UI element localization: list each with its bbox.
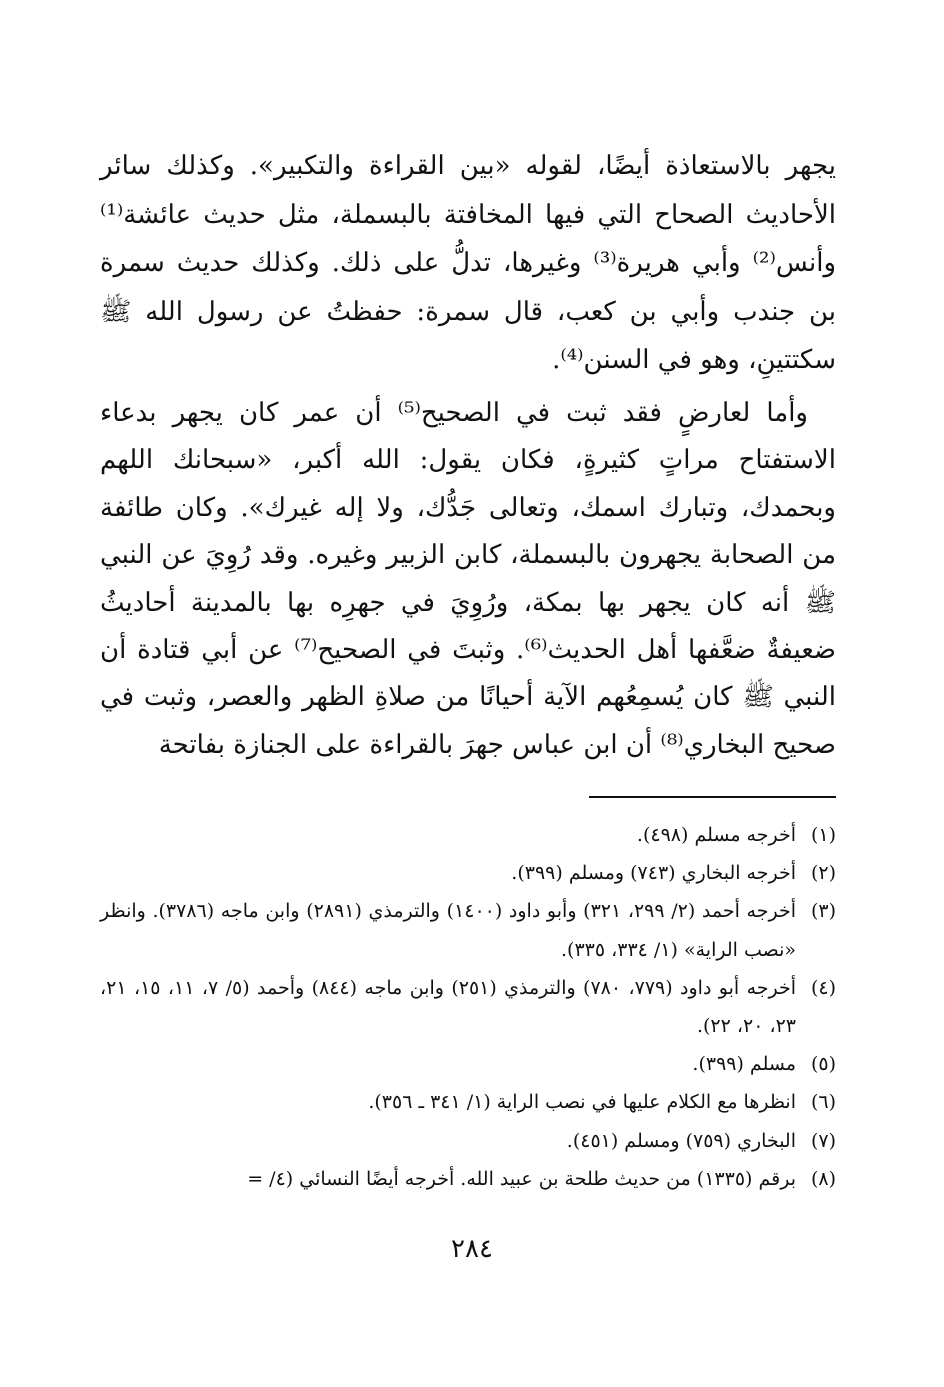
main-text-block-2 xyxy=(100,390,836,769)
footnote-number: (٤) xyxy=(810,976,836,999)
footnote-text: انظرها مع الكلام عليها في نصب الراية (١/ ٣٤١ ـ ٣٥٦). xyxy=(368,1091,796,1114)
footnote-text: أخرجه البخاري (٧٤٣) ومسلم (٣٩٩). xyxy=(511,862,796,885)
footnote-number: (٨) xyxy=(810,1167,836,1190)
footnote-text: أخرجه أحمد (٢/ ٢٩٩، ٣٢١) وأبو داود (١٤٠٠) والترمذي (٢٨٩١) وابن ماجه (٣٧٨٦). وانظر «نصب الراية» (١/ ٣٣٤، ٣٣٥). xyxy=(100,900,796,961)
footnote-separator xyxy=(589,796,836,798)
footnote-number: (٢) xyxy=(810,862,836,885)
footnote xyxy=(100,854,836,892)
footnote-text: برقم (١٣٣٥) من حديث طلحة بن عبيد الله. أخرجه أيضًا النسائي (٤/ = xyxy=(247,1167,796,1190)
footnote-number: (٦) xyxy=(810,1091,836,1114)
footnote-text: مسلم (٣٩٩). xyxy=(692,1053,796,1076)
footnote xyxy=(100,1083,836,1121)
main-text-block xyxy=(100,142,836,385)
footnotes xyxy=(100,816,836,1198)
footnote-number: (٣) xyxy=(810,900,836,923)
footnote xyxy=(100,1045,836,1083)
footnote-text: أخرجه مسلم (٤٩٨). xyxy=(636,824,796,846)
footnote-number: (٧) xyxy=(810,1129,836,1152)
footnote xyxy=(100,969,836,1045)
footnote-text: أخرجه أبو داود (٧٧٩، ٧٨٠) والترمذي (٢٥١) وابن ماجه (٨٤٤) وأحمد (٥/ ٧، ١١، ١٥، ٢١، ٢٣، ٢٠، ٢٢). xyxy=(100,976,797,1038)
footnote-number: (١) xyxy=(810,824,836,846)
page-number: ٢٨٤ xyxy=(451,1234,493,1264)
paragraph-1: يجهر بالاستعاذة أيضًا، لقوله «بين القراءة والتكبير». وكذلك سائر الأحاديث الصحاح التي فيها المخافتة بالبسملة، مثل حديث عائشة⁽¹⁾ وأنس⁽²⁾ وأبي هريرة⁽³⁾ وغيرها، تدلُّ على ذلك. وكذلك حديث سمرة بن جندب وأبي بن كعب، قال سمرة: حفظتُ عن رسول الله ﷺ سكتتينِ، وهو في السنن⁽⁴⁾. xyxy=(100,151,837,376)
footnote xyxy=(100,1160,836,1198)
footnote xyxy=(100,816,836,854)
footnote xyxy=(100,1122,836,1160)
footnote-text: البخاري (٧٥٩) ومسلم (٤٥١). xyxy=(566,1129,796,1152)
footnote xyxy=(100,892,836,968)
footnote-number: (٥) xyxy=(810,1053,836,1076)
paragraph-2: وأما لعارضٍ فقد ثبت في الصحيح⁽⁵⁾ أن عمر كان يجهر بدعاء الاستفتاح مراتٍ كثيرةٍ، فكان يقول: الله أكبر، «سبحانك اللهم وبحمدك، وتبارك اسمك، وتعالى جَدُّك، ولا إله غيرك». وكان طائفة من الصحابة يجهرون بالبسملة، كابن الزبير وغيره. وقد رُوِيَ عن النبي ﷺ أنه كان يجهر بها بمكة، ورُوِيَ في جهرِه بها بالمدينة أحاديثُ ضعيفةٌ ضعَّفها أهل الحديث⁽⁶⁾. وثبتَ في الصحيح⁽⁷⁾ عن أبي قتادة أن النبي ﷺ كان يُسمِعُهم الآية أحيانًا من صلاةِ الظهر والعصر، وثبت في صحيح البخاري⁽⁸⁾ أن ابن عباس جهرَ بالقراءة على الجنازة بفاتحة xyxy=(100,398,837,760)
